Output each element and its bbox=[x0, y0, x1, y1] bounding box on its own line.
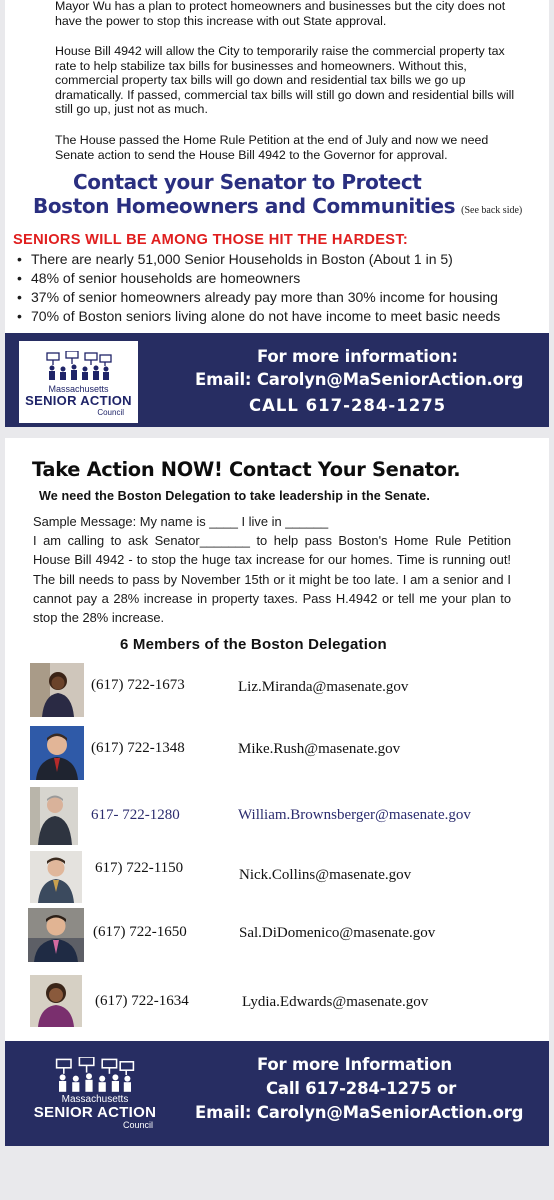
flyer-front bbox=[5, 0, 549, 427]
senior-action-logo bbox=[23, 1049, 167, 1141]
member-email-6[interactable]: Lydia.Edwards@masenate.gov bbox=[242, 994, 429, 1010]
portrait-icon bbox=[30, 975, 82, 1027]
contact-senator-heading bbox=[33, 170, 553, 223]
sample-body: I am calling to ask Senator_______ to help pass Boston's Home Rule Petition House Bill 4942 - to stop the huge tax increase for our homes. Time is running out! The bill needs to pass by November 15th or it might be too late. I am a senior and I cannot pay a 28% increase in property taxes. Pass H.4942 or tell me your plan to stop the 28% increase. bbox=[33, 533, 511, 626]
list-item: • 37% of senior homeowners already pay more than 30% income for housing bbox=[17, 288, 500, 307]
info-banner bbox=[5, 1041, 549, 1146]
sample-message bbox=[33, 512, 511, 627]
member-photo-3 bbox=[30, 787, 78, 845]
member-phone-4[interactable]: 617) 722-1150 bbox=[95, 860, 184, 876]
member-phone-5[interactable]: (617) 722-1650 bbox=[93, 924, 187, 940]
take-action-heading: Take Action NOW! Contact Your Senator. bbox=[32, 458, 461, 481]
member-photo-6 bbox=[30, 975, 82, 1027]
member-phone-3[interactable]: 617- 722-1280 bbox=[91, 807, 180, 823]
member-email-1[interactable]: Liz.Miranda@masenate.gov bbox=[238, 679, 409, 695]
member-phone-6[interactable]: (617) 722-1634 bbox=[95, 993, 189, 1009]
banner-email[interactable]: Email: Carolyn@MaSeniorAction.org bbox=[195, 370, 524, 389]
house-passed-paragraph: The House passed the Home Rule Petition at the end of July and now we need Senate action to send the House Bill 4942 to the Governor for approval. bbox=[55, 133, 489, 162]
portrait-icon bbox=[30, 663, 84, 717]
contact-heading-line2: Boston Homeowners and Communities bbox=[33, 194, 456, 218]
member-email-5[interactable]: Sal.DiDomenico@masenate.gov bbox=[239, 925, 436, 941]
seniors-heading: SENIORS WILL BE AMONG THOSE HIT THE HARDEST: bbox=[13, 232, 409, 248]
member-phone-2[interactable]: (617) 722-1348 bbox=[91, 740, 185, 756]
logo-wordmark: Massachusetts SENIOR ACTION Council bbox=[33, 1094, 157, 1130]
members-heading: 6 Members of the Boston Delegation bbox=[120, 636, 387, 653]
crowd-icon bbox=[44, 351, 114, 381]
bill-paragraph: House Bill 4942 will allow the City to temporarily raise the commercial property tax rate to help stabilize tax bills for businesses and homeowners. Without this, commercial property tax bills will go down and residential tax bills we go up dramatically. If passed, commercial tax bills will still go down and residential bills will still go up, just not as much. bbox=[55, 44, 515, 117]
list-item: • There are nearly 51,000 Senior Households in Boston (About 1 in 5) bbox=[17, 250, 500, 269]
crowd-icon bbox=[53, 1057, 137, 1093]
member-phone-1[interactable]: (617) 722-1673 bbox=[91, 677, 185, 693]
info-banner bbox=[5, 333, 549, 427]
banner-info-label: For more Information bbox=[257, 1055, 452, 1074]
contact-heading-line1: Contact your Senator to Protect bbox=[73, 170, 422, 194]
banner-email[interactable]: Email: Carolyn@MaSeniorAction.org bbox=[195, 1103, 524, 1122]
banner-phone[interactable]: CALL 617-284-1275 bbox=[249, 396, 447, 415]
member-photo-1 bbox=[30, 663, 84, 717]
logo-wordmark: Massachusetts SENIOR ACTION Council bbox=[25, 384, 132, 417]
senior-facts-list bbox=[17, 250, 500, 326]
banner-phone[interactable]: Call 617-284-1275 or bbox=[266, 1079, 457, 1098]
portrait-icon bbox=[30, 726, 84, 780]
member-photo-4 bbox=[30, 851, 82, 903]
portrait-icon bbox=[30, 787, 78, 845]
delegation-subheading: We need the Boston Delegation to take leadership in the Senate. bbox=[39, 489, 430, 503]
banner-info-label: For more information: bbox=[257, 347, 458, 366]
senior-action-logo bbox=[19, 341, 138, 423]
flyer-back bbox=[5, 438, 549, 1146]
member-photo-2 bbox=[30, 726, 84, 780]
list-item: • 70% of Boston seniors living alone do not have income to meet basic needs bbox=[17, 307, 500, 326]
see-back-note: (See back side) bbox=[461, 205, 523, 216]
member-email-4[interactable]: Nick.Collins@masenate.gov bbox=[239, 867, 412, 883]
portrait-icon bbox=[28, 908, 84, 962]
member-email-2[interactable]: Mike.Rush@masenate.gov bbox=[238, 741, 401, 757]
sample-line-name: Sample Message: My name is ____ I live in ______ bbox=[33, 514, 329, 529]
intro-paragraph: Mayor Wu has a plan to protect homeowners and businesses but the city does not have the power to stop this increase with out State approval. bbox=[55, 0, 506, 28]
member-photo-5 bbox=[28, 908, 84, 962]
member-email-3[interactable]: William.Brownsberger@masenate.gov bbox=[238, 807, 471, 823]
list-item: • 48% of senior households are homeowners bbox=[17, 269, 500, 288]
portrait-icon bbox=[30, 851, 82, 903]
